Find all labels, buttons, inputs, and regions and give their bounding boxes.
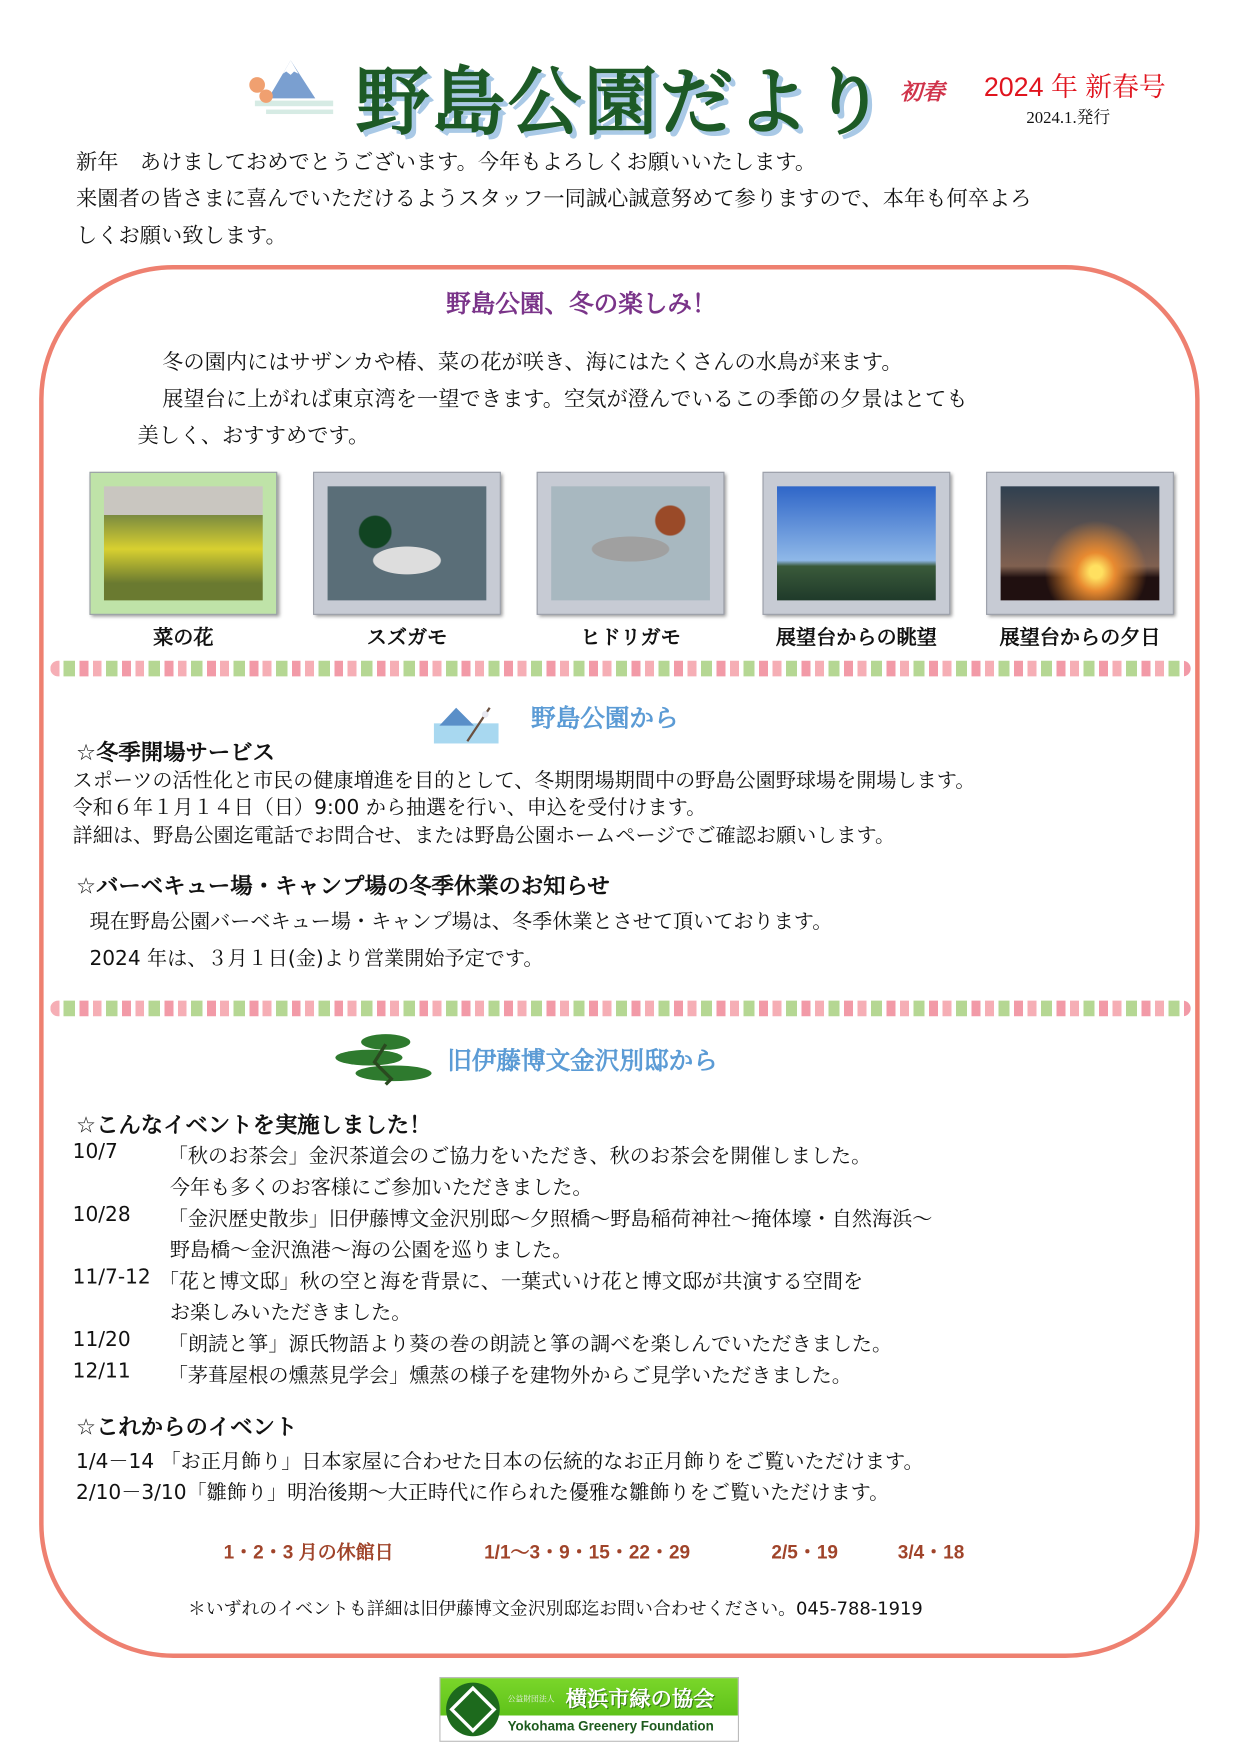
photo-caption: ヒドリガモ [580,626,681,650]
photo-caption: 菜の花 [153,626,214,650]
park-section-title: 野島公園から [531,705,679,734]
logo-english: Yokohama Greenery Foundation [507,1718,714,1735]
logo-japanese: 横浜市緑の協会 [565,1687,715,1712]
future-events-heading: ☆これからのイベント [76,1413,298,1440]
winter-section-title: 野島公園、冬の楽しみ！ [446,290,717,319]
holiday-label: 1・2・3 月の休館日 [223,1541,394,1563]
winter-text: 美しく、おすすめです。 [137,423,370,449]
photo-caption: 展望台からの夕日 [999,626,1161,650]
newsletter-title: 野島公園だより [355,59,888,146]
photo-observatory-sunset [986,472,1174,615]
bbq-text: 2024 年は、３月１日(金)より営業開始予定です。 [89,946,544,971]
service-text: スポーツの活性化と市民の健康増進を目的として、冬期閉場期間中の野島公園野球場を開場します。 [72,769,976,793]
season-mark: 初春 [899,78,945,106]
event-text: お楽しみいただきました。 [169,1301,412,1325]
intro-line: しくお願い致します。 [76,223,287,249]
flower-divider [50,1001,1190,1017]
bbq-heading: ☆バーベキュー場・キャンプ場の冬季休業のお知らせ [76,872,610,899]
event-text: 「朗読と箏」源氏物語より葵の巻の朗読と箏の調べを楽しんでいただきました。 [167,1332,893,1357]
pine-tree-icon [324,1029,436,1087]
winter-text: 冬の園内にはサザンカや椿、菜の花が咲き、海にはたくさんの水鳥が来ます。 [162,349,903,375]
foundation-emblem-icon [445,1681,501,1737]
event-text: 今年も多くのお客様にご参加いただきました。 [169,1176,593,1200]
villa-section-title: 旧伊藤博文金沢別邸から [447,1047,718,1076]
event-date: 11/20 [72,1328,131,1352]
future-event: 1/4－14 「お正月飾り」日本家屋に合わせた日本の伝統的なお正月飾りをご覧いただけます。 [76,1450,924,1474]
event-date: 10/7 [72,1140,118,1164]
mountain-plum-icon [434,699,499,744]
photo-wigeon [537,472,725,615]
publish-date: 2024.1.発行 [1026,109,1111,128]
event-text: 「金沢歴史散歩」旧伊藤博文金沢別邸～夕照橋～野島稲荷神社～掩体壕・自然海浜～ [167,1207,933,1231]
photo-observatory-view [762,472,950,615]
photo-rapeseed [89,472,277,615]
holiday-feb: 2/5・19 [771,1541,838,1563]
logo-prefix: 公益財団法人 [507,1694,555,1704]
photo-caption: スズガモ [366,626,448,650]
yokohama-greenery-logo [439,1677,739,1742]
event-text: 「秋のお茶会」金沢茶道会のご協力をいただき、秋のお茶会を開催しました。 [167,1144,872,1169]
future-event: 2/10－3/10「雛飾り」明治後期～大正時代に作られた優雅な雛飾りをご覧いただけます。 [76,1481,890,1505]
mount-fuji-icon [244,54,338,117]
event-text: 「花と博文邸」秋の空と海を背景に、一葉式いけ花と博文邸が共演する空間を [158,1270,864,1294]
photo-caption: 展望台からの眺望 [775,626,937,650]
past-events-heading: ☆こんなイベントを実施しました！ [76,1111,432,1139]
event-date: 12/11 [72,1359,131,1383]
contact-note: ＊いずれのイベントも詳細は旧伊藤博文金沢別邸迄お問い合わせください。045-788-1919 [187,1597,923,1619]
holiday-jan: 1/1～3・9・15・22・29 [484,1541,691,1563]
event-date: 11/7-12 [72,1265,151,1290]
flower-divider [50,661,1190,677]
event-text: 野島橋～金沢漁港～海の公園を巡りました。 [169,1238,573,1263]
service-text: 詳細は、野島公園迄電話でお問合せ、または野島公園ホームページでご確認お願いします。 [72,823,896,848]
photo-greater-scaup [313,472,501,615]
bbq-text: 現在野島公園バーベキュー場・キャンプ場は、冬季休業とさせて頂いております。 [89,910,833,934]
intro-line: 新年 あけましておめでとうございます。今年もよろしくお願いいたします。 [76,149,817,175]
service-text: 令和６年１月１４日（日）9:00 から抽選を行い、申込を受付けます。 [72,796,707,820]
holiday-mar: 3/4・18 [897,1541,965,1563]
event-date: 10/28 [72,1202,131,1227]
issue-label: 2024 年 新春号 [983,72,1166,103]
winter-text: 展望台に上がれば東京湾を一望できます。空気が澄んでいるこの季節の夕景はとても [162,386,968,412]
service-heading: ☆冬季開場サービス [76,738,275,766]
intro-line: 来園者の皆さまに喜んでいただけるようスタッフ一同誠心誠意努めて参りますので、本年も何卒よろ [76,186,1032,212]
event-text: 「茅葺屋根の燻蒸見学会」燻蒸の様子を建物外からご見学いただきました。 [167,1363,852,1388]
